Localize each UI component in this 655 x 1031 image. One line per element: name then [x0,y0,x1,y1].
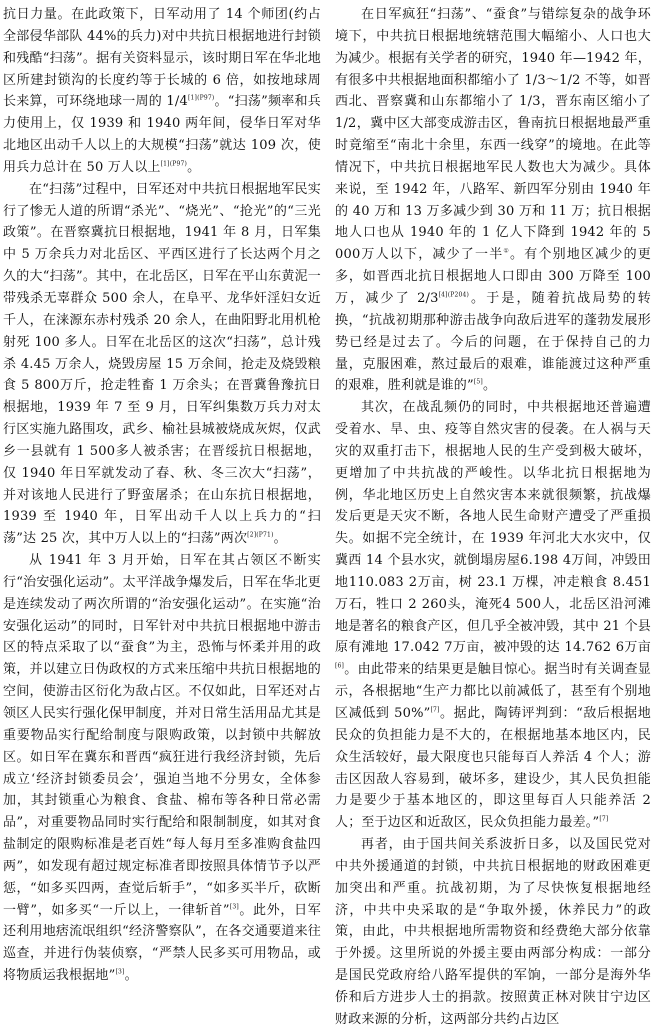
citation-ref: [3] [229,903,239,911]
footnote-marker: ① [503,247,510,255]
paragraph-text: 。 [482,378,497,394]
paragraph-text: 。 [273,531,287,547]
paragraph-text: 。由此带来的结果更是触目惊心。据当时有关调查显示，各根据地“生产力都比以前减低了，甚至有个别地区减低到 50%” [335,662,651,721]
paragraph-left-3 [3,550,321,987]
citation-ref: [3] [115,968,125,976]
paragraph-text: 。此外，日军还利用地痞流氓组织“经济警察队”，在各交通要道来往巡查，并进行伪装侦察，“严禁人民多买可用物品，或将物质运我根据地” [3,902,321,984]
citation-ref: [1](P97) [160,160,188,168]
citation-ref: [2](P71) [247,531,274,539]
citation-ref: [7] [599,815,609,823]
paragraph-right-1 [335,4,651,397]
paragraph-text: 。于是，随着抗战局势的转换，“抗战初期那种游击战争向敌后进军的蓬勃发展形势已经是过去了。今后的问题，在于保持自己的力量，克服困难，熬过最后的艰难，谁能渡过这种严重的艰难，胜利就是谁的” [335,290,651,394]
paragraph-text: 。有个别地区减少的更多，如晋西北抗日根据地人口即由 300 万降至 100 万，减少了 2/3 [335,247,651,306]
paragraph-left-2 [3,179,321,550]
paragraph-text: 抗日力量。在此政策下，日军动用了 14 个师团(约占全部侵华部队 44%的兵力)对中共抗日根据地进行封锁和残酷“扫荡”。据有关资料显示，该时期日军在华北地区所建封锁沟的长度约等于长城的 6 倍，如按地球周长来算，可环绕地球一周的 1/4 [3,7,321,110]
citation-ref: [6] [335,662,345,670]
paragraph-left-1 [3,4,321,179]
paragraph-text: 。据此，陶铸评判到：“敌后根据地民众的负担能力是不大的，在根据地基本地区内，民众生活较好，最大限度也只能每百人养活 4 个人；游击区因敌人容易到，破坏多，建设少，其人民负担能力是要少于基本地区的，即这里每百人只能养活 2 人；至于边区和近敌区，民众负担能力最差。” [335,706,651,831]
left-column [3,4,321,987]
paragraph-text: 在日军疯狂“扫荡”、“蚕食”与错综复杂的战争环境下，中共抗日根据地统辖范围大幅缩小、人口也大为减少。根据有关学者的研究，1940 年—1942 年，有很多中共根据地面积都缩小了 1/3～1/2 不等，如晋西北、晋察冀和山东都缩小了 1/3，晋东南区缩小了 1/2，冀中区大部变成游击区，鲁南抗日根据地最严重时竟缩至“南北十余里，东西一线穿”的境地。在此等情况下，中共抗日根据地军民人数也大为减少。具体来说，至 1942 年，八路军、新四军分别由 1940 年的 40 万和 13 万多减少到 30 万和 11 万；抗日根据地人口也从 1940 年的 1 亿人下降到 1942 年的 5 000万人以下，减少了一半 [335,7,651,263]
citation-ref: [4](P204) [438,291,470,299]
paragraph-text: 其次，在战乱频仍的同时，中共根据地还普遍遭受着水、旱、虫、疫等自然灾害的侵袭。在人祸与天灾的双重打击下，根据地人民的生产受到极大破坏，更增加了中共抗战的严峻性。以华北抗日根据地为例，华北地区历史上自然灾害本来就很频繁，抗战爆发后更是天灾不断，各地人民生命财产遭受了严重损失。如据不完全统计，在 1939 年河北大水灾中，仅冀西 14 个县水灾，就倒塌房屋6.198 4万间，冲毁田地110.083 2万亩，树 23.1 万棵，冲走粮食 8.451 万石，牲口 2 260头，淹死4 500人，北岳区沿河滩地是著名的粮食产区，但几乎全被冲毁，其中 21 个县原有滩地 17.042 7万亩，被冲毁的达 14.762 6万亩 [335,400,652,656]
citation-ref: [1](P97) [187,95,215,103]
paragraph-right-3 [335,834,651,1031]
citation-ref: [5] [473,379,483,387]
paragraph-right-2 [335,397,651,834]
citation-ref: [7] [430,706,440,714]
paragraph-text: 。“扫荡”频率和兵力使用上，仅 1939 和 1940 两年间，侵华日军对华北地区出动千人以上的大规模“扫荡”就达 109 次，使用兵力总计在 50 万人以上 [3,94,321,175]
paragraph-text: 。 [187,159,201,175]
right-column [335,4,651,1031]
paragraph-text: 在“扫荡”过程中，日军还对中共抗日根据地军民实行了惨无人道的所谓“杀光”、“烧光”、“抢光”的“三光政策”。在晋察冀抗日根据地，1941 年 8 月，日军集中 5 万余兵力对北岳区、平西区进行了长达两个月之久的大“扫荡”。其中，在北岳区，日军在平山东黄泥一带残杀无辜群众 500 余人，在阜平、龙华奸淫妇女近千人，在涞源东赤村残杀 20 余人，在曲阳野北用机枪射死 100 多人。日军在北岳区的这次“扫荡”，总计残杀 4.45 万余人，烧毁房屋 15 万余间，抢走及烧毁粮食 5 800万斤，抢走牲畜 1 万余头；在晋冀鲁豫抗日根据地，1939 年 7 至 9 月，日军纠集数万兵力对太行区实施九路围攻，武乡、榆社县城被烧成灰烬，仅武乡一县就有 1 500多人被杀害；在晋绥抗日根据地，仅 1940 年日军就发动了春、秋、冬三次大“扫荡”，并对该地人民进行了野蛮屠杀；在山东抗日根据地，1939 至 1940 年，日军出动千人以上兵力的“扫荡”达 25 次，其中万人以上的“扫荡”两次 [3,181,321,547]
paragraph-text: 再者，由于国共间关系波折日多，以及国民党对中共外援通道的封锁，中共抗日根据地的财政困难更加突出和严重。抗战初期，为了尽快恢复根据地经济，中共中央采取的是“争取外援，休养民力”的政策，由此，中共根据地所需物资和经费绝大部分依靠于外援。这里所说的外援主要由两部分构成：一部分是国民党政府给八路军提供的军饷，一部分是海外华侨和后方进步人士的捐款。按照黄正林对陕甘宁边区财政来源的分析，这两部分共约占边区 [335,837,651,1027]
paragraph-text: 。 [124,968,138,984]
paragraph-text: 从 1941 年 3 月开始，日军在其占领区不断实行“治安强化运动”。太平洋战争爆发后，日军在华北更是连续发动了两次所谓的“治安强化运动”。在实施“治安强化运动”的同时，日军针对中共抗日根据地中游击区的特点采取了以“蚕食”为主，恐怖与怀柔并用的政策，并以建立日伪政权的方式来压缩中共抗日根据地的空间，使游击区衍化为敌占区。不仅如此，日军还对占领区人民实行强化保甲制度，并对日常生活用品尤其是重要物品实行配给制度与限购政策，以封锁中共解放区。如日军在冀东和晋西“疯狂进行我经济封锁，先后成立‘经济封锁委员会’，强迫当地不分男女，全体参加，其封锁重心为粮食、食盐、棉布等各种日常必需品”，对重要物品同时实行配给和限制制度，如其对食盐制定的限购标准是老百姓“每人每月至多准购食盐四两”，如发现有超过规定标准者即按照具体情节予以严惩，“如多买四两，查觉后斩手”，“如多买半斤，砍断一臂”，如多买“一斤以上，一律斩首” [3,553,321,918]
